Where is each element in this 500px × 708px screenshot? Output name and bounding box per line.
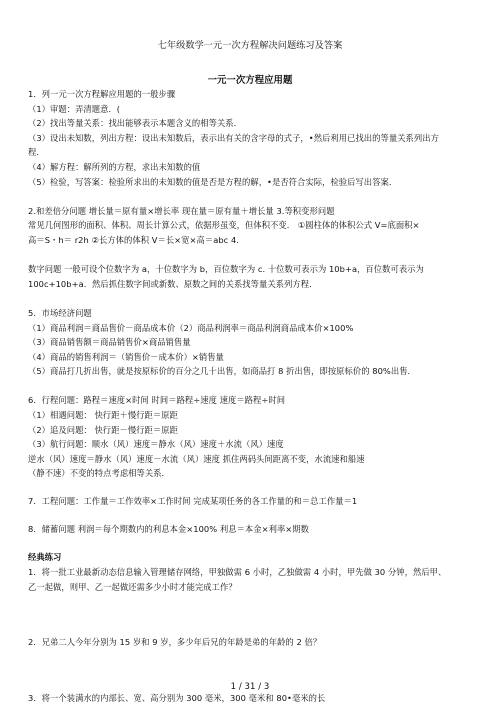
exercise-3: 3．将一个装满水的内部长、宽、高分别为 300 毫米，300 毫米和 80•毫米的长: [28, 693, 326, 703]
step-3-cont: 程．: [28, 147, 45, 157]
page-number: 1 / 31 / 3: [210, 682, 290, 693]
step-3: （3）设出未知数，列出方程：设出未知数后，表示出有关的含字母的式子，•然后利用已找出的等量关系列出方: [28, 133, 439, 143]
sum-diff-multiple-problem: 2.和差倍分问题 增长量＝原有量×增长率 现在量＝原有量＋增长量 3.等积变形问题: [28, 206, 335, 216]
exercises-heading: 经典练习: [28, 552, 62, 562]
section-title: 一元一次方程应用题: [207, 75, 293, 86]
travel-heading: 6．行程问题：路程＝速度×时间 时间＝路程÷速度 速度＝路程÷时间: [28, 395, 286, 405]
market-item-5: （5）商品打几折出售，就是按原标价的百分之几十出售，如商品打 8 折出售，即按原标价的 80%出售．: [28, 366, 416, 376]
exercise-1-cont: 乙一起做，则甲、乙一起做还需多少小时才能完成工作？: [28, 582, 237, 592]
step-1: （1）审题：弄清题意．(: [28, 104, 121, 114]
work-problem: 7．工程问题：工作量＝工作效率×工作时间 完成某项任务的各工作量的和＝总工作量＝1: [28, 496, 358, 506]
travel-chase: （2）追及问题： 快行距－慢行距＝原距: [28, 425, 178, 435]
step-2: （2）找出等量关系：找出能够表示本题含义的相等关系．: [28, 118, 243, 128]
market-item-3: （3）商品销售额＝商品销售价×商品销售量: [28, 337, 191, 347]
market-item-1: （1）商品利润＝商品售价－商品成本价（2）商品利润率＝商品利润商品成本价×100%: [28, 323, 354, 333]
travel-meeting: （1）相遇问题： 快行距＋慢行距＝原距: [28, 410, 178, 420]
document-title: 七年级数学一元一次方程解决问题练习及答案: [157, 40, 343, 51]
step-heading: 1．列一元一次方程解应用题的一般步骤: [28, 89, 176, 99]
step-5: （5）检验，写答案：检验所求出的未知数的值是否是方程的解，•是否符合实际，检验后写出答案．: [28, 177, 398, 187]
travel-sailing-upstream: 逆水（风）速度＝静水（风）速度－水流（风）速度 抓住两码头间距离不变，水流速和船速: [28, 454, 365, 464]
travel-sailing: （3）航行问题：顺水（风）速度＝静水（风）速度＋水流（风）速度: [28, 439, 284, 449]
market-item-4: （4）商品的销售利润＝（销售价－成本价）×销售量: [28, 352, 224, 362]
exercise-2: 2．兄弟二人今年分别为 15 岁和 9 岁，多少年后兄的年龄是弟的年龄的 2 倍？: [28, 637, 322, 647]
savings-problem: 8．储蓄问题 利润＝每个期数内的利息本金×100% 利息＝本金×利率×期数: [28, 524, 309, 534]
travel-sailing-note: （静不速）不变的特点考虑相等关系．: [28, 468, 170, 478]
digit-problem-cont: 100c+10b+a．然后抓住数字间或新数、原数之间的关系找等量关系列方程．: [28, 279, 318, 289]
market-heading: 5．市场经济问题: [28, 308, 92, 318]
volume-formulas: 常见几何图形的面积、体积、周长计算公式，依据形虽变，但体积不变． ①圆柱体的体积公式 V=底面积×: [28, 220, 420, 230]
step-4: （4）解方程：解所列的方程，求出未知数的值: [28, 162, 201, 172]
volume-formulas-cont: 高＝S・h＝ r2h ②长方体的体积 V＝长×宽×高＝abc 4.: [28, 235, 239, 245]
exercise-1: 1．将一批工业最新动态信息输入管理储存网络，甲独做需 6 小时，乙独做需 4 小时，甲先做 30 分钟，然后甲、: [28, 567, 447, 577]
digit-problem: 数字问题 一般可设个位数字为 a，十位数字为 b，百位数字为 c. 十位数可表示为 10b+a，百位数可表示为: [28, 264, 424, 274]
